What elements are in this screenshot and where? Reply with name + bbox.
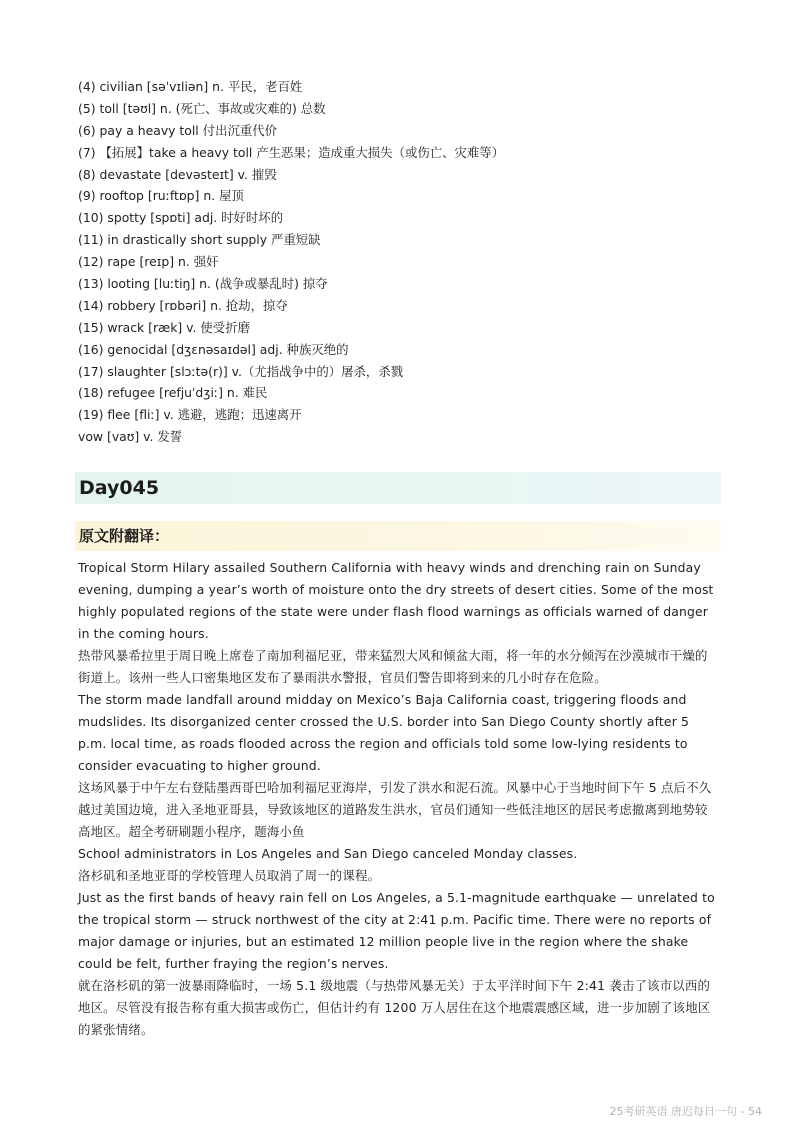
- day-heading-banner: [75, 472, 721, 504]
- article-paragraph-chinese: 这场风暴于中午左右登陆墨西哥巴哈加利福尼亚海岸，引发了洪水和泥石流。风暴中心于当地时间下午 5 点后不久越过美国边境，进入圣地亚哥县，导致该地区的道路发生洪水，官员们通知一些低洼地区的居民考虑撤离到地势较高地区。超全考研刷题小程序，题海小鱼: [78, 780, 712, 839]
- vocab-item: (4) civilian [səˈvɪliən] n. 平民，老百姓: [78, 79, 303, 94]
- vocab-item: (8) devastate [devəsteɪt] v. 摧毁: [78, 166, 277, 182]
- day-title: Day045: [79, 477, 160, 499]
- section-heading-banner: [75, 521, 721, 551]
- article-paragraph-chinese: 就在洛杉矶的第一波暴雨降临时，一场 5.1 级地震（与热带风暴无关）于太平洋时间下午 2:41 袭击了该市以西的地区。尽管没有报告称有重大损害或伤亡，但估计约有 1200 万人居住在这个地震震感区域，进一步加剧了该地区的紧张情绪。: [78, 978, 711, 1037]
- vocab-item: (17) slaughter [slɔːtə(r)] v.（尤指战争中的）屠杀，杀戮: [78, 363, 404, 379]
- vocab-item: (14) robbery [rɒbəri] n. 抢劫，掠夺: [78, 297, 288, 313]
- article-paragraph-chinese: 热带风暴希拉里于周日晚上席卷了南加利福尼亚，带来猛烈大风和倾盆大雨，将一年的水分倾泻在沙漠城市干燥的街道上。该州一些人口密集地区发布了暴雨洪水警报，官员们警告即将到来的几小时存在危险。: [78, 648, 708, 685]
- vocab-item: (12) rape [reɪp] n. 强奸: [78, 254, 219, 270]
- vocab-item: (18) refugee [refjuˈdʒiː] n. 难民: [78, 385, 268, 401]
- vocab-item: (6) pay a heavy toll 付出沉重代价: [78, 122, 278, 138]
- vocab-item: vow [vaʊ] v. 发誓: [78, 429, 183, 445]
- article-paragraph-english: Tropical Storm Hilary assailed Southern California with heavy winds and drenching rain on Sunday evening, dumping a year’s worth of moisture onto the dry streets of desert cities. Some of the most highly populated regions of the state were under flash flood warnings as officials warned of danger in the coming hours.: [78, 560, 714, 641]
- article-paragraph-english: School administrators in Los Angeles and San Diego canceled Monday classes.: [78, 846, 578, 861]
- section-title: 原文附翻译：: [79, 527, 170, 545]
- vocab-item: (15) wrack [ræk] v. 使受折磨: [78, 319, 250, 335]
- article-paragraph-english: The storm made landfall around midday on Mexico’s Baja California coast, triggering floods and mudslides. Its disorganized center crossed the U.S. border into San Diego County shortly after 5 p.m. local time, as roads flooded across the region and officials told some low-lying residents to consider evacuating to higher ground.: [78, 692, 690, 773]
- vocab-item: (16) genocidal [dʒɛnəsaɪdəl] adj. 种族灭绝的: [78, 341, 349, 357]
- vocab-item: (10) spotty [spɒti] adj. 时好时坏的: [78, 210, 284, 226]
- article-paragraph-english: Just as the first bands of heavy rain fell on Los Angeles, a 5.1-magnitude earthquake — unrelated to the tropical storm — struck northwest of the city at 2:41 p.m. Pacific time. There were no reports of major damage or injuries, but an estimated 12 million people live in the region where the shake could be felt, further fraying the region’s nerves.: [78, 890, 715, 971]
- vocab-item: (19) flee [fliː] v. 逃避，逃跑；迅速离开: [78, 407, 302, 423]
- vocabulary-list: [78, 76, 738, 448]
- vocab-item: (11) in drastically short supply 严重短缺: [78, 232, 321, 248]
- page-footer: 25考研英语 唐迟每日一句 - 54: [609, 1105, 762, 1118]
- vocab-item: (9) rooftop [ruːftɒp] n. 屋顶: [78, 188, 244, 204]
- vocab-item: (5) toll [təʊl] n. (死亡、事故或灾难的) 总数: [78, 100, 326, 116]
- vocab-item: (13) looting [luːtiŋ] n. (战争或暴乱时) 掠夺: [78, 276, 328, 292]
- vocab-item: (7) 【拓展】take a heavy toll 产生恶果；造成重大损失（或伤亡、灾难等）: [78, 144, 505, 160]
- article-paragraph-chinese: 洛杉矶和圣地亚哥的学校管理人员取消了周一的课程。: [78, 868, 381, 883]
- article-body: [78, 557, 718, 1041]
